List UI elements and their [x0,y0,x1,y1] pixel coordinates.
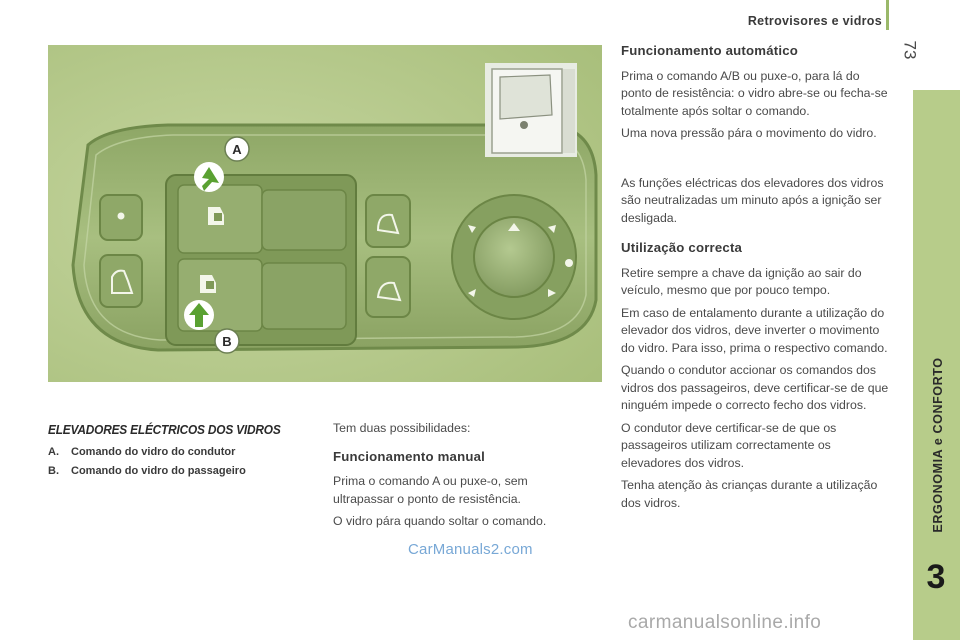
callout-b-label: B [222,334,232,349]
header-rule [886,0,889,30]
section-title: ELEVADORES ELÉCTRICOS DOS VIDROS [48,423,281,437]
manual-paragraph: Prima o comando A ou puxe-o, sem ultrapassar o ponto de resistência. [333,474,528,506]
manual-heading: Funcionamento manual [333,448,486,464]
page-number: 73 [900,40,920,60]
site-watermark: CarManuals2.com [408,541,533,558]
section-header: Retrovisores e vidros [747,14,882,28]
manual-paragraph: O vidro pára quando soltar o comando. [333,514,547,528]
automatic-paragraph: Prima o comando A/B ou puxe-o, para lá do ponto de resistência: o vidro abre-se ou fecha-se totalmente após soltar o comando. [621,68,888,118]
footer-watermark: carmanualsonline.info [628,612,822,633]
legend-label: Comando do vidro do condutor [71,446,236,458]
legend-key: B. [48,465,59,477]
note-paragraph: As funções eléctricas dos elevadores dos vidros são neutralizadas um minuto após a ignição ser desligada. [621,175,884,225]
callout-a-label: A [232,142,242,157]
correct-use-paragraph: Em caso de entalamento durante a utilização do elevador dos vidros, deve inverter o movimento do vidro. Para isso, prima o respectivo comando. [621,305,888,355]
intro-text: Tem duas possibilidades: [333,421,471,435]
middle-column [333,420,573,536]
chapter-title: ERGONOMIA e CONFORTO [931,357,945,533]
legend-item [48,465,246,484]
correct-use-paragraph: Retire sempre a chave da ignição ao sair do veículo, mesmo que por pouco tempo. [621,265,862,297]
legend-item [48,446,246,465]
correct-use-paragraph: Quando o condutor accionar os comandos dos vidros dos passageiros, deve certificar-se de que ninguém impede o correcto fecho dos vidros. [621,363,889,412]
correct-use-paragraph: Tenha atenção às crianças durante a utilização dos vidros. [621,478,878,510]
correct-use-heading: Utilização correcta [621,240,743,255]
legend-label: Comando do vidro do passageiro [71,465,246,477]
legend-key: A. [48,446,59,458]
chapter-number: 3 [926,558,946,596]
automatic-paragraph: Uma nova pressão pára o movimento do vidro. [621,126,877,140]
figure-legend [48,446,246,484]
automatic-heading: Funcionamento automático [621,43,798,58]
right-column [621,42,893,517]
correct-use-paragraph: O condutor deve certificar-se de que os passageiros utilizam correctamente os elevadores dos vidros. [621,420,837,470]
window-controls-illustration [48,45,602,382]
